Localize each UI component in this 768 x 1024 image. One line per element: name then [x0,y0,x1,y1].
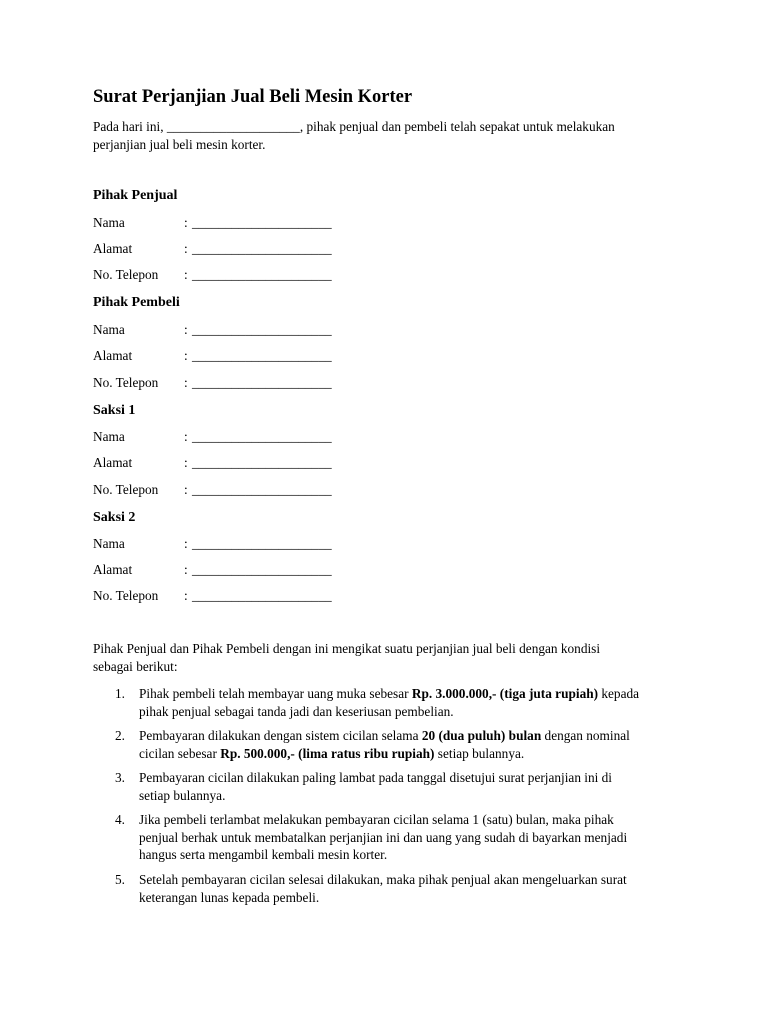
conditions-intro-line-1: Pihak Penjual dan Pihak Pembeli dengan ini mengikat suatu perjanjian jual beli dengan kondisi [93,641,601,656]
condition-text: Pembayaran dilakukan dengan sistem cicilan selama [139,728,422,743]
field-blank-line: _____________________ [192,588,332,603]
field-blank-line: _____________________ [192,482,332,497]
condition-amount: Rp. 3.000.000,- (tiga juta rupiah) [411,686,599,701]
field-label-no-telepon: No. Telepon [93,375,159,390]
field-label-no-telepon: No. Telepon [93,588,159,603]
conditions-intro-line-2: sebagai berikut: [93,658,178,674]
condition-number: 5. [115,872,125,887]
condition-text: Setelah pembayaran cicilan selesai dilakukan, maka pihak penjual akan mengeluarkan surat [139,872,627,887]
condition-text: kepada [598,686,640,701]
condition-number: 4. [115,812,125,827]
document-title: Surat Perjanjian Jual Beli Mesin Korter [93,87,413,107]
condition-text: keterangan lunas kepada pembeli. [139,889,320,905]
condition-item-1 [139,685,679,720]
section-heading-saksi-1: Saksi 1 [93,403,136,418]
field-blank-line: _____________________ [192,562,332,577]
condition-item-4 [139,811,679,864]
condition-duration: 20 (dua puluh) bulan [421,728,542,743]
field-blank-line: _____________________ [192,322,332,337]
field-colon: : [184,482,188,497]
field-label-nama: Nama [93,215,125,230]
condition-number: 1. [115,686,125,701]
field-colon: : [184,562,188,577]
field-blank-line: _____________________ [192,348,332,363]
section-heading-pihak-penjual: Pihak Penjual [93,188,178,203]
intro-line-1: Pada hari ini, ____________________, pihak penjual dan pembeli telah sepakat untuk melakukan [93,119,615,134]
field-blank-line: _____________________ [192,455,332,470]
condition-text: cicilan sebesar [139,745,221,761]
condition-text: setiap bulannya. [139,787,226,803]
conditions-intro [93,640,693,675]
condition-text: hangus serta mengambil kembali mesin korter. [139,847,388,862]
condition-number: 2. [115,728,125,743]
intro-line-2: perjanjian jual beli mesin korter. [93,136,266,152]
section-heading-pihak-pembeli: Pihak Pembeli [93,295,180,310]
field-colon: : [184,241,188,256]
field-blank-line: _____________________ [192,267,332,282]
condition-item-3 [139,769,679,804]
field-colon: : [184,348,188,363]
condition-text: setiap bulannya. [434,745,525,761]
field-colon: : [184,536,188,551]
field-colon: : [184,429,188,444]
field-colon: : [184,215,188,230]
field-colon: : [184,455,188,470]
condition-item-2 [139,727,679,762]
condition-text: Pembayaran cicilan dilakukan paling lambat pada tanggal disetujui surat perjanjian ini di [139,770,613,785]
field-label-nama: Nama [93,322,125,337]
field-label-no-telepon: No. Telepon [93,267,159,282]
section-heading-saksi-2: Saksi 2 [93,510,136,525]
field-label-nama: Nama [93,429,125,444]
field-blank-line: _____________________ [192,429,332,444]
field-blank-line: _____________________ [192,215,332,230]
condition-text: Jika pembeli terlambat melakukan pembayaran cicilan selama 1 (satu) bulan, maka pihak [139,812,614,827]
intro-paragraph [93,118,693,153]
field-label-alamat: Alamat [93,562,133,577]
field-colon: : [184,267,188,282]
field-label-alamat: Alamat [93,455,133,470]
condition-number: 3. [115,770,125,785]
field-blank-line: _____________________ [192,536,332,551]
condition-amount: Rp. 500.000,- (lima ratus ribu rupiah) [220,745,435,761]
condition-text: Pihak pembeli telah membayar uang muka sebesar [139,686,412,701]
condition-item-5 [139,871,679,906]
field-label-nama: Nama [93,536,125,551]
field-colon: : [184,322,188,337]
condition-text: dengan nominal [541,728,630,743]
field-blank-line: _____________________ [192,375,332,390]
field-colon: : [184,375,188,390]
field-label-no-telepon: No. Telepon [93,482,159,497]
condition-text: penjual berhak untuk membatalkan perjanjian ini dan uang yang sudah di bayarkan menjadi [139,829,628,845]
field-blank-line: _____________________ [192,241,332,256]
field-colon: : [184,588,188,603]
field-label-alamat: Alamat [93,348,133,363]
condition-text: pihak penjual sebagai tanda jadi dan keseriusan pembelian. [139,703,454,719]
field-label-alamat: Alamat [93,241,133,256]
